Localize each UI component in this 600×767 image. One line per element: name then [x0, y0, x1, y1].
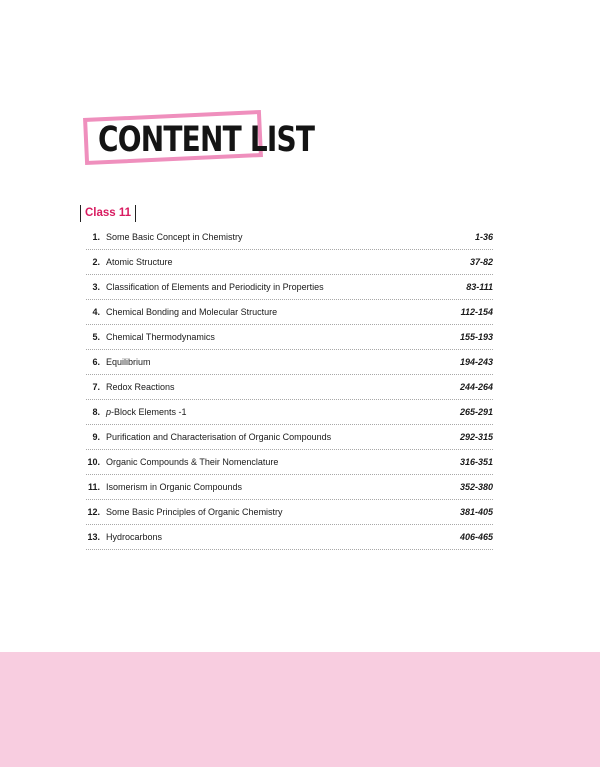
chapter-title: Purification and Characterisation of Organic Compounds: [106, 432, 332, 442]
contents-row[interactable]: [86, 300, 493, 325]
chapter-number: 2.: [92, 257, 100, 267]
footer-band: [0, 652, 600, 767]
contents-row[interactable]: [86, 375, 493, 400]
chapter-title: Equilibrium: [106, 357, 151, 367]
contents-row[interactable]: [86, 250, 493, 275]
page-range: 406-465: [459, 532, 493, 542]
page-range: 1-36: [474, 232, 493, 242]
chapter-number: 1.: [92, 232, 100, 242]
page-range: 381-405: [459, 507, 493, 517]
section-label: Class 11: [80, 205, 136, 222]
chapter-number: 4.: [92, 307, 100, 317]
page-range: 83-111: [466, 282, 493, 292]
contents-row[interactable]: [86, 225, 493, 250]
contents-row[interactable]: [86, 400, 493, 425]
chapter-title: Organic Compounds & Their Nomenclature: [106, 457, 279, 467]
chapter-title: Chemical Thermodynamics: [106, 332, 215, 342]
chapter-title: Some Basic Principles of Organic Chemistry: [106, 507, 283, 517]
chapter-title: [106, 400, 187, 424]
chapter-number: 6.: [92, 357, 100, 367]
page-range: 244-264: [459, 382, 493, 392]
chapter-number: 10.: [87, 457, 100, 467]
chapter-number: 12.: [87, 507, 100, 517]
page-title: CONTENT LIST: [98, 120, 315, 160]
chapter-number: 5.: [92, 332, 100, 342]
page-range: 194-243: [459, 357, 493, 367]
page-range: 265-291: [459, 407, 493, 417]
chapter-title: Hydrocarbons: [106, 532, 163, 542]
page-range: 37-82: [469, 257, 493, 267]
chapter-title: Isomerism in Organic Compounds: [106, 482, 243, 492]
contents-row[interactable]: [86, 350, 493, 375]
page-range: 112-154: [460, 307, 493, 317]
page-range: 292-315: [459, 432, 493, 442]
chapter-title-text: -Block Elements -1: [111, 407, 187, 417]
page-range: 352-380: [459, 482, 493, 492]
contents-row[interactable]: [86, 275, 493, 300]
contents-row[interactable]: [86, 425, 493, 450]
contents-row[interactable]: [86, 500, 493, 525]
page-range: 316-351: [459, 457, 493, 467]
chapter-number: 13.: [87, 532, 100, 542]
chapter-number: 7.: [92, 382, 100, 392]
chapter-title: Atomic Structure: [106, 257, 173, 267]
page-range: 155-193: [459, 332, 493, 342]
chapter-title: Classification of Elements and Periodicity in Properties: [106, 282, 324, 292]
chapter-number: 3.: [92, 282, 100, 292]
contents-table: [86, 225, 493, 550]
chapter-title: Some Basic Concept in Chemistry: [106, 232, 243, 242]
chapter-title: Chemical Bonding and Molecular Structure: [106, 307, 278, 317]
chapter-title: Redox Reactions: [106, 382, 175, 392]
chapter-number: 11.: [87, 482, 100, 492]
chapter-number: 9.: [92, 432, 100, 442]
contents-row[interactable]: [86, 525, 493, 550]
contents-row[interactable]: [86, 325, 493, 350]
contents-row[interactable]: [86, 450, 493, 475]
chapter-title-prefix: p: [106, 407, 112, 417]
contents-row[interactable]: [86, 475, 493, 500]
chapter-number: 8.: [92, 407, 100, 417]
